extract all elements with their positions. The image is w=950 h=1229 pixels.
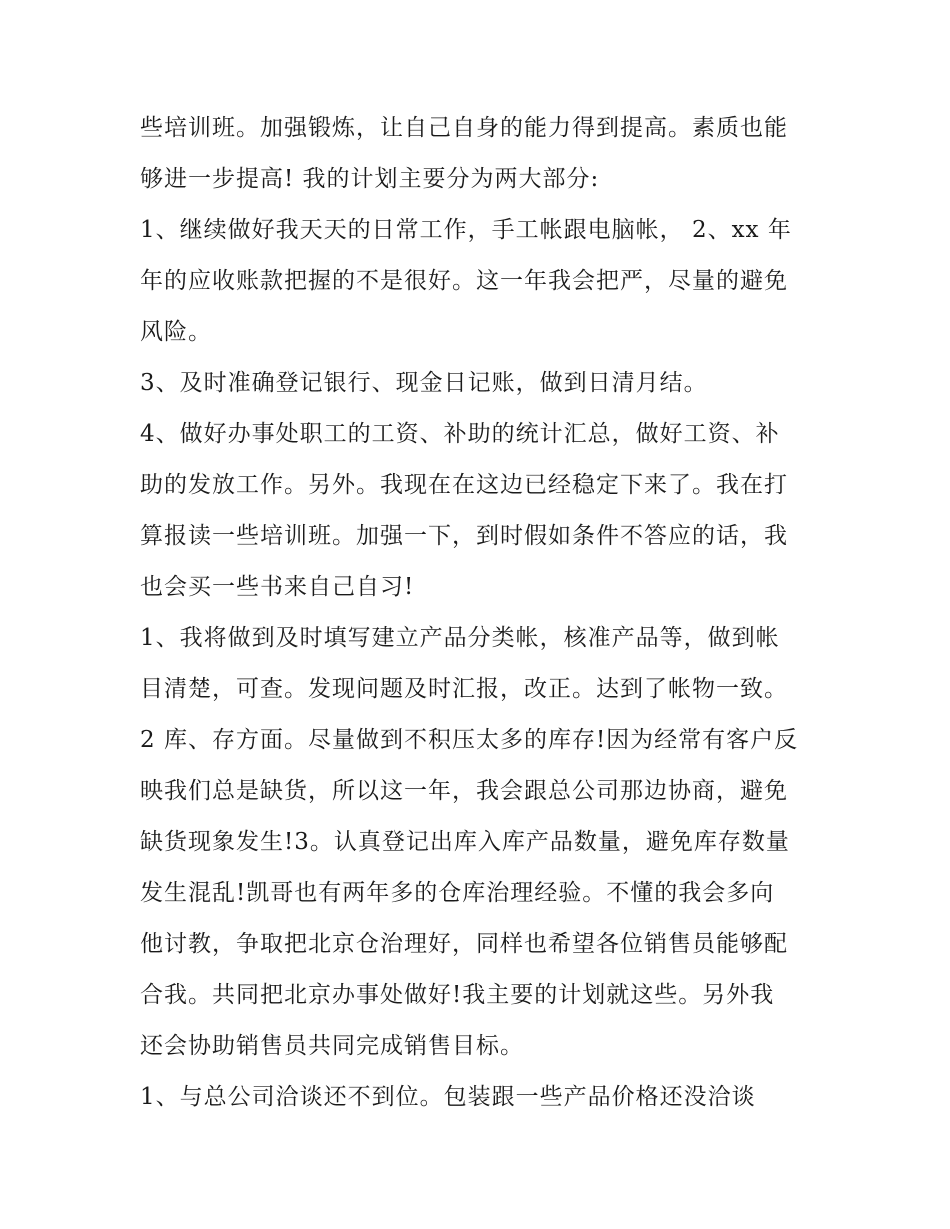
text-line: 4、做好办事处职工的工资、补助的统计汇总，做好工资、补: [140, 421, 780, 447]
text-line: 发生混乱!凯哥也有两年多的仓库治理经验。不懂的我会多向: [140, 880, 775, 906]
text-line: 些培训班。加强锻炼，让自己自身的能力得到提高。素质也能: [140, 115, 788, 141]
text-line: 1、我将做到及时填写建立产品分类帐，核准产品等，做到帐: [140, 625, 780, 651]
text-line: 合我。共同把北京办事处做好!我主要的计划就这些。另外我: [140, 982, 775, 1008]
text-line: 还会协助销售员共同完成销售目标。: [140, 1033, 524, 1059]
text-line: 他讨教，争取把北京仓治理好，同样也希望各位销售员能够配: [140, 931, 788, 957]
text-line: 风险。: [140, 319, 212, 345]
text-line: 年的应收账款把握的不是很好。这一年我会把严，尽量的避免: [140, 268, 788, 294]
text-line: 也会买一些书来自己自习!: [140, 574, 415, 600]
text-line: 缺货现象发生!3。认真登记出库入库产品数量，避免库存数量: [140, 829, 790, 855]
text-line: 助的发放工作。另外。我现在在这边已经稳定下来了。我在打: [140, 472, 788, 498]
text-line: 目清楚，可查。发现问题及时汇报，改正。达到了帐物一致。: [140, 676, 788, 702]
text-line: 1、继续做好我天天的日常工作，手工帐跟电脑帐， 2、xx 年: [140, 217, 792, 243]
text-line: 够进一步提高! 我的计划主要分为两大部分:: [140, 166, 600, 192]
text-line: 3、及时准确登记银行、现金日记账，做到日清月结。: [140, 370, 708, 396]
body-text: [140, 103, 820, 1123]
text-line: 映我们总是缺货，所以这一年，我会跟总公司那边协商，避免: [140, 778, 788, 804]
text-line: 1、与总公司洽谈还不到位。包装跟一些产品价格还没洽谈: [140, 1084, 756, 1110]
text-line: 算报读一些培训班。加强一下，到时假如条件不答应的话，我: [140, 523, 788, 549]
text-line: 2 库、存方面。尽量做到不积压太多的库存!因为经常有客户反: [140, 727, 799, 753]
